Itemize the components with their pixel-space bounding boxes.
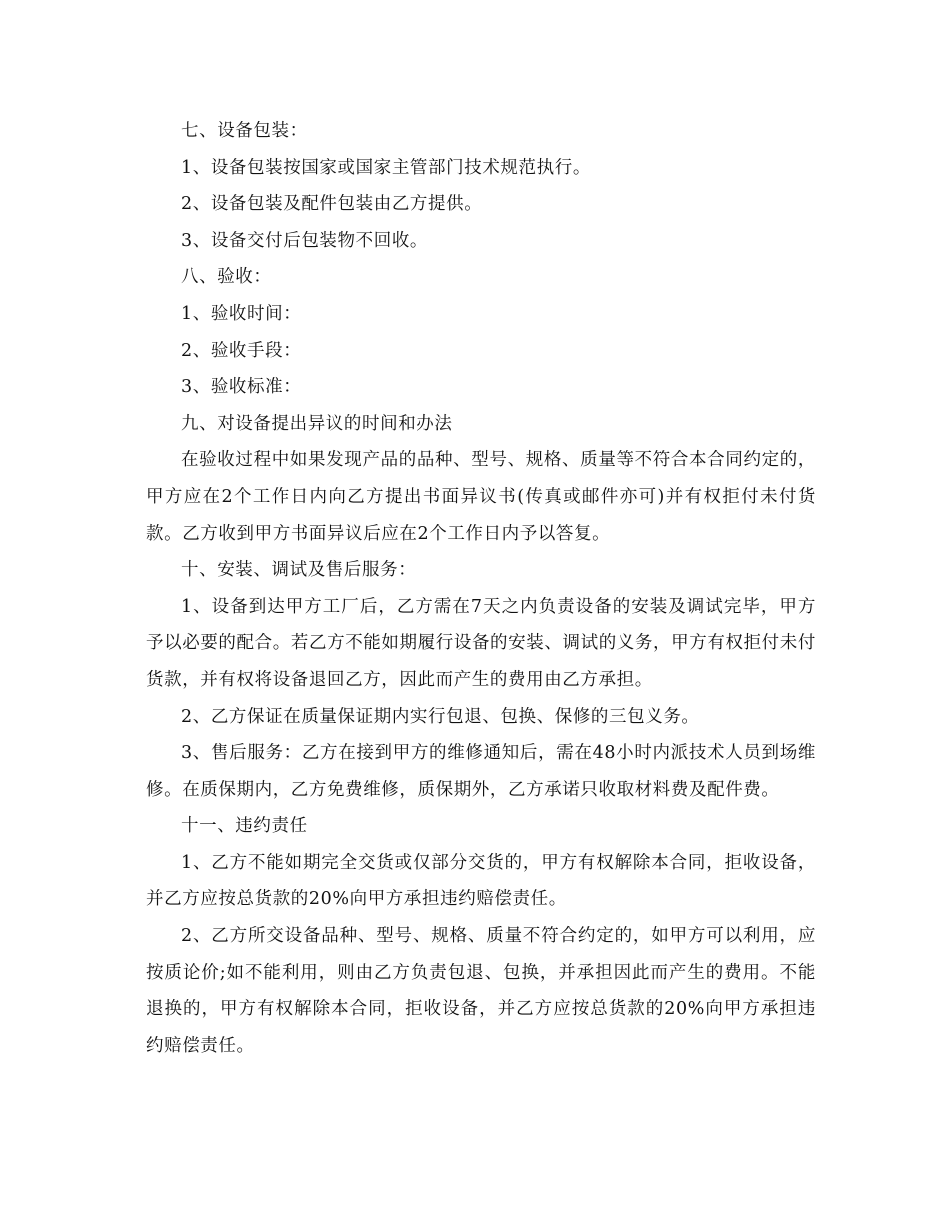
packaging-clause-2: 2、设备包装及配件包装由乙方提供。: [181, 194, 483, 215]
section-heading-installation: 十、安装、调试及售后服务：: [181, 560, 417, 581]
installation-clause-1: 1、设备到达甲方工厂后，乙方需在7天之内负责设备的安装及调试完毕，甲方予以必要的配合。若乙方不能如期履行设备的安装、调试的义务，甲方有权拒付未付货款，并有权将设备退回乙方，因此而产生的费用由乙方承担。: [146, 596, 816, 690]
section-heading-liability: 十一、违约责任: [181, 816, 308, 837]
document-body: [146, 113, 816, 1064]
objections-paragraph: 在验收过程中如果发现产品的品种、型号、规格、质量等不符合本合同约定的，甲方应在2个工作日内向乙方提出书面异议书(传真或邮件亦可)并有权拒付未付货款。乙方收到甲方书面异议后应在2个工作日内予以答复。: [146, 450, 816, 544]
section-heading-packaging: 七、设备包装：: [181, 121, 308, 141]
liability-clause-1: 1、乙方不能如期完全交货或仅部分交货的，甲方有权解除本合同，拒收设备，并乙方应按总货款的20%向甲方承担违约赔偿责任。: [146, 852, 816, 910]
packaging-clause-3: 3、设备交付后包装物不回收。: [181, 230, 429, 251]
liability-clause-2: 2、乙方所交设备品种、型号、规格、质量不符合约定的，如甲方可以利用，应按质论价;如不能利用，则由乙方负责包退、包换，并承担因此而产生的费用。不能退换的，甲方有权解除本合同，拒收设备，并乙方应按总货款的20%向甲方承担违约赔偿责任。: [146, 926, 816, 1056]
section-heading-objections: 九、对设备提出异议的时间和办法: [181, 413, 453, 434]
acceptance-clause-3: 3、验收标准：: [181, 377, 302, 398]
section-heading-acceptance: 八、验收：: [181, 267, 272, 288]
acceptance-clause-2: 2、验收手段：: [181, 340, 302, 361]
installation-clause-2: 2、乙方保证在质量保证期内实行包退、包换、保修的三包义务。: [181, 706, 700, 727]
installation-clause-3: 3、售后服务：乙方在接到甲方的维修通知后，需在48小时内派技术人员到场维修。在质保期内，乙方免费维修，质保期外，乙方承诺只收取材料费及配件费。: [146, 743, 816, 800]
packaging-clause-1: 1、设备包装按国家或国家主管部门技术规范执行。: [181, 157, 591, 178]
acceptance-clause-1: 1、验收时间：: [181, 303, 302, 324]
